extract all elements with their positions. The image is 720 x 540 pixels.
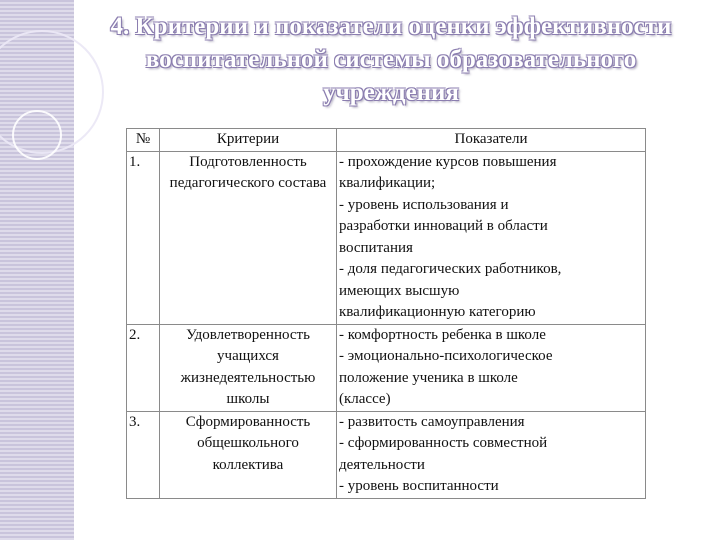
decorative-circle-small (12, 110, 62, 160)
header-indicators: Показатели (337, 129, 646, 152)
table-header-row (127, 129, 646, 152)
criteria-text: школы (226, 391, 270, 407)
indicator-text: - комфортность ребенка в школе (339, 326, 546, 343)
criteria-text: Удовлетворенность (186, 326, 310, 343)
indicator-text: - эмоционально-психологическое (339, 348, 553, 364)
criteria-text: жизнедеятельностью (180, 369, 316, 386)
indicator-text: - уровень воспитанности (339, 478, 499, 494)
indicator-text: разработки инноваций в области (339, 218, 548, 234)
indicator-text: - уровень использования и (339, 196, 509, 213)
criteria-cell (160, 324, 337, 411)
criteria-text: Подготовленность (189, 153, 307, 170)
indicator-text: - сформированность совместной (339, 435, 548, 451)
table-row (127, 324, 646, 411)
row-number: 1. (127, 151, 160, 324)
indicator-text: квалификационную категорию (339, 304, 536, 320)
row-number: 2. (127, 324, 160, 411)
criteria-text: педагогического состава (169, 175, 327, 191)
indicator-text: положение ученика в школе (339, 369, 518, 386)
indicator-text: квалификации; (339, 175, 436, 191)
title-line: воспитательной системы образовательного (145, 46, 637, 73)
criteria-text: общешкольного (197, 435, 299, 451)
criteria-table (126, 128, 646, 499)
header-criteria: Критерии (160, 129, 337, 152)
indicator-text: - развитость самоуправления (339, 413, 525, 430)
title-line: 4. Критерии и показатели оценки эффективности (110, 13, 672, 40)
indicator-text: деятельности (339, 456, 425, 473)
table-row (127, 151, 646, 324)
slide-title (76, 10, 706, 109)
row-number: 3. (127, 411, 160, 498)
indicators-cell (337, 411, 646, 498)
indicator-text: воспитания (339, 239, 413, 256)
table-row (127, 411, 646, 498)
criteria-text: Сформированность (185, 413, 311, 430)
indicator-text: (классе) (339, 391, 391, 407)
criteria-cell (160, 151, 337, 324)
indicators-cell (337, 324, 646, 411)
criteria-text: коллектива (212, 456, 284, 473)
indicator-text: - доля педагогических работников, (339, 261, 562, 277)
indicators-cell (337, 151, 646, 324)
criteria-cell (160, 411, 337, 498)
header-number: № (127, 129, 160, 152)
title-line: учреждения (323, 79, 459, 106)
indicator-text: имеющих высшую (339, 282, 460, 299)
indicator-text: - прохождение курсов повышения (339, 153, 557, 170)
criteria-text: учащихся (217, 348, 279, 364)
